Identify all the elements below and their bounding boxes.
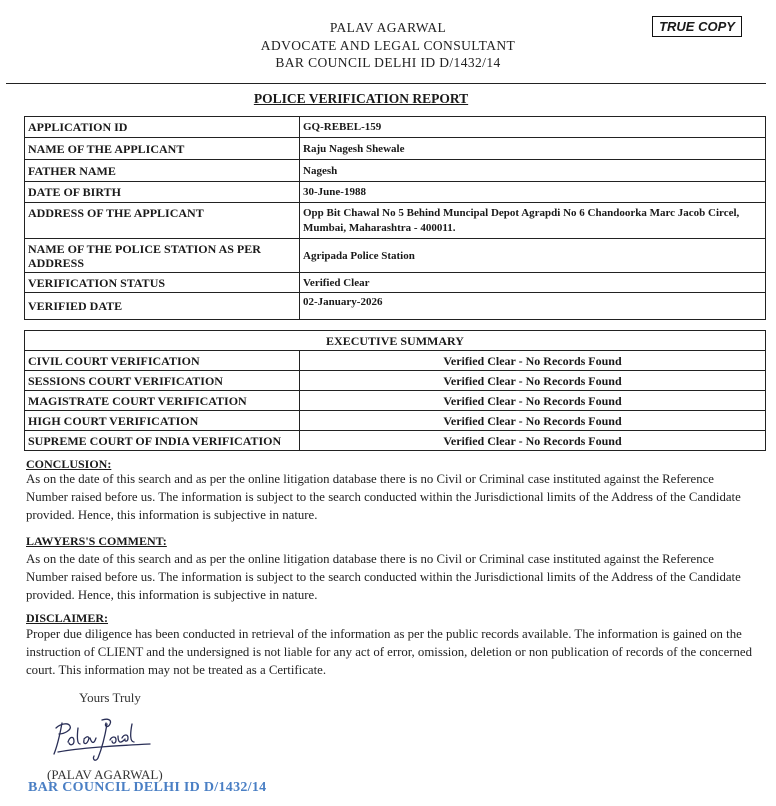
comment-text: As on the date of this search and as per the online litigation database there is no Civil or Criminal case instituted against the Reference Number raised before us. The information is subject to the search conducted within the Jurisdictional limits of the Address of the Candidate provided. Hence, this information is subjective in nature. — [26, 552, 741, 602]
advocate-name: PALAV AGARWAL — [329, 20, 447, 35]
executive-summary-table — [24, 330, 766, 451]
detail-label: FATHER NAME — [25, 160, 300, 182]
detail-label: VERIFIED DATE — [25, 293, 300, 320]
table-row — [25, 203, 766, 239]
table-row — [25, 391, 766, 411]
conclusion-text: As on the date of this search and as per the online litigation database there is no Civil or Criminal case instituted against the Reference Number raised before us. The information is subject to the search conducted within the Jurisdictional limits of the Address of the Candidate provided. Hence, this information is subjective in nature. — [26, 472, 741, 522]
detail-value: Verified Clear — [300, 273, 766, 293]
table-row — [25, 411, 766, 431]
summary-value: Verified Clear - No Records Found — [300, 391, 766, 411]
disclaimer-heading: DISCLAIMER: — [26, 611, 109, 625]
summary-label: HIGH COURT VERIFICATION — [25, 411, 300, 431]
detail-label: VERIFICATION STATUS — [25, 273, 300, 293]
table-row — [25, 431, 766, 451]
table-row — [25, 331, 766, 351]
detail-value: 30-June-1988 — [300, 182, 766, 203]
detail-value: Agripada Police Station — [300, 239, 766, 273]
table-row — [25, 182, 766, 203]
signature-image — [50, 714, 160, 764]
summary-heading: EXECUTIVE SUMMARY — [25, 331, 766, 351]
disclaimer-text: Proper due diligence has been conducted in retrieval of the information as per the public records available. The information is gained on the instruction of CLIENT and the undersigned is not liable for any act of error, omission, deletion or non publication of records of the concerned court. This information may not be treated as a Certificate. — [26, 627, 752, 677]
salutation: Yours Truly — [79, 690, 141, 705]
signatory-name: (PALAV AGARWAL) — [47, 767, 163, 782]
detail-value: GQ-REBEL-159 — [300, 117, 766, 138]
table-row — [25, 239, 766, 273]
summary-value: Verified Clear - No Records Found — [300, 371, 766, 391]
summary-value: Verified Clear - No Records Found — [300, 431, 766, 451]
summary-label: SESSIONS COURT VERIFICATION — [25, 371, 300, 391]
summary-label: SUPREME COURT OF INDIA VERIFICATION — [25, 431, 300, 451]
summary-value: Verified Clear - No Records Found — [300, 351, 766, 371]
detail-label: NAME OF THE APPLICANT — [25, 138, 300, 160]
summary-value: Verified Clear - No Records Found — [300, 411, 766, 431]
detail-value: Raju Nagesh Shewale — [300, 138, 766, 160]
detail-value: 02-January-2026 — [300, 293, 766, 320]
table-row — [25, 351, 766, 371]
detail-value: Nagesh — [300, 160, 766, 182]
comment-heading: LAWYERS'S COMMENT: — [26, 534, 167, 548]
summary-label: MAGISTRATE COURT VERIFICATION — [25, 391, 300, 411]
advocate-designation: ADVOCATE AND LEGAL CONSULTANT — [260, 38, 516, 53]
table-row — [25, 160, 766, 182]
detail-value: Opp Bit Chawal No 5 Behind Muncipal Depot Agrapdi No 6 Chandoorka Marc Jacob Circel, Mumbai, Maharashtra - 400011. — [300, 203, 766, 239]
table-row — [25, 293, 766, 320]
header-bar-id: BAR COUNCIL DELHI ID D/1432/14 — [275, 55, 501, 70]
applicant-details-table — [24, 116, 766, 320]
report-title: POLICE VERIFICATION REPORT — [253, 91, 469, 106]
summary-label: CIVIL COURT VERIFICATION — [25, 351, 300, 371]
table-row — [25, 273, 766, 293]
header-divider — [6, 83, 766, 84]
table-row — [25, 117, 766, 138]
table-row — [25, 371, 766, 391]
table-row — [25, 138, 766, 160]
detail-label: DATE OF BIRTH — [25, 182, 300, 203]
footer-bar-id: BAR COUNCIL DELHI ID D/1432/14 — [28, 780, 267, 795]
detail-label: NAME OF THE POLICE STATION AS PER ADDRESS — [25, 239, 300, 273]
detail-label: APPLICATION ID — [25, 117, 300, 138]
conclusion-heading: CONCLUSION: — [26, 457, 112, 471]
detail-label: ADDRESS OF THE APPLICANT — [25, 203, 300, 239]
true-copy-stamp: TRUE COPY — [652, 16, 742, 37]
